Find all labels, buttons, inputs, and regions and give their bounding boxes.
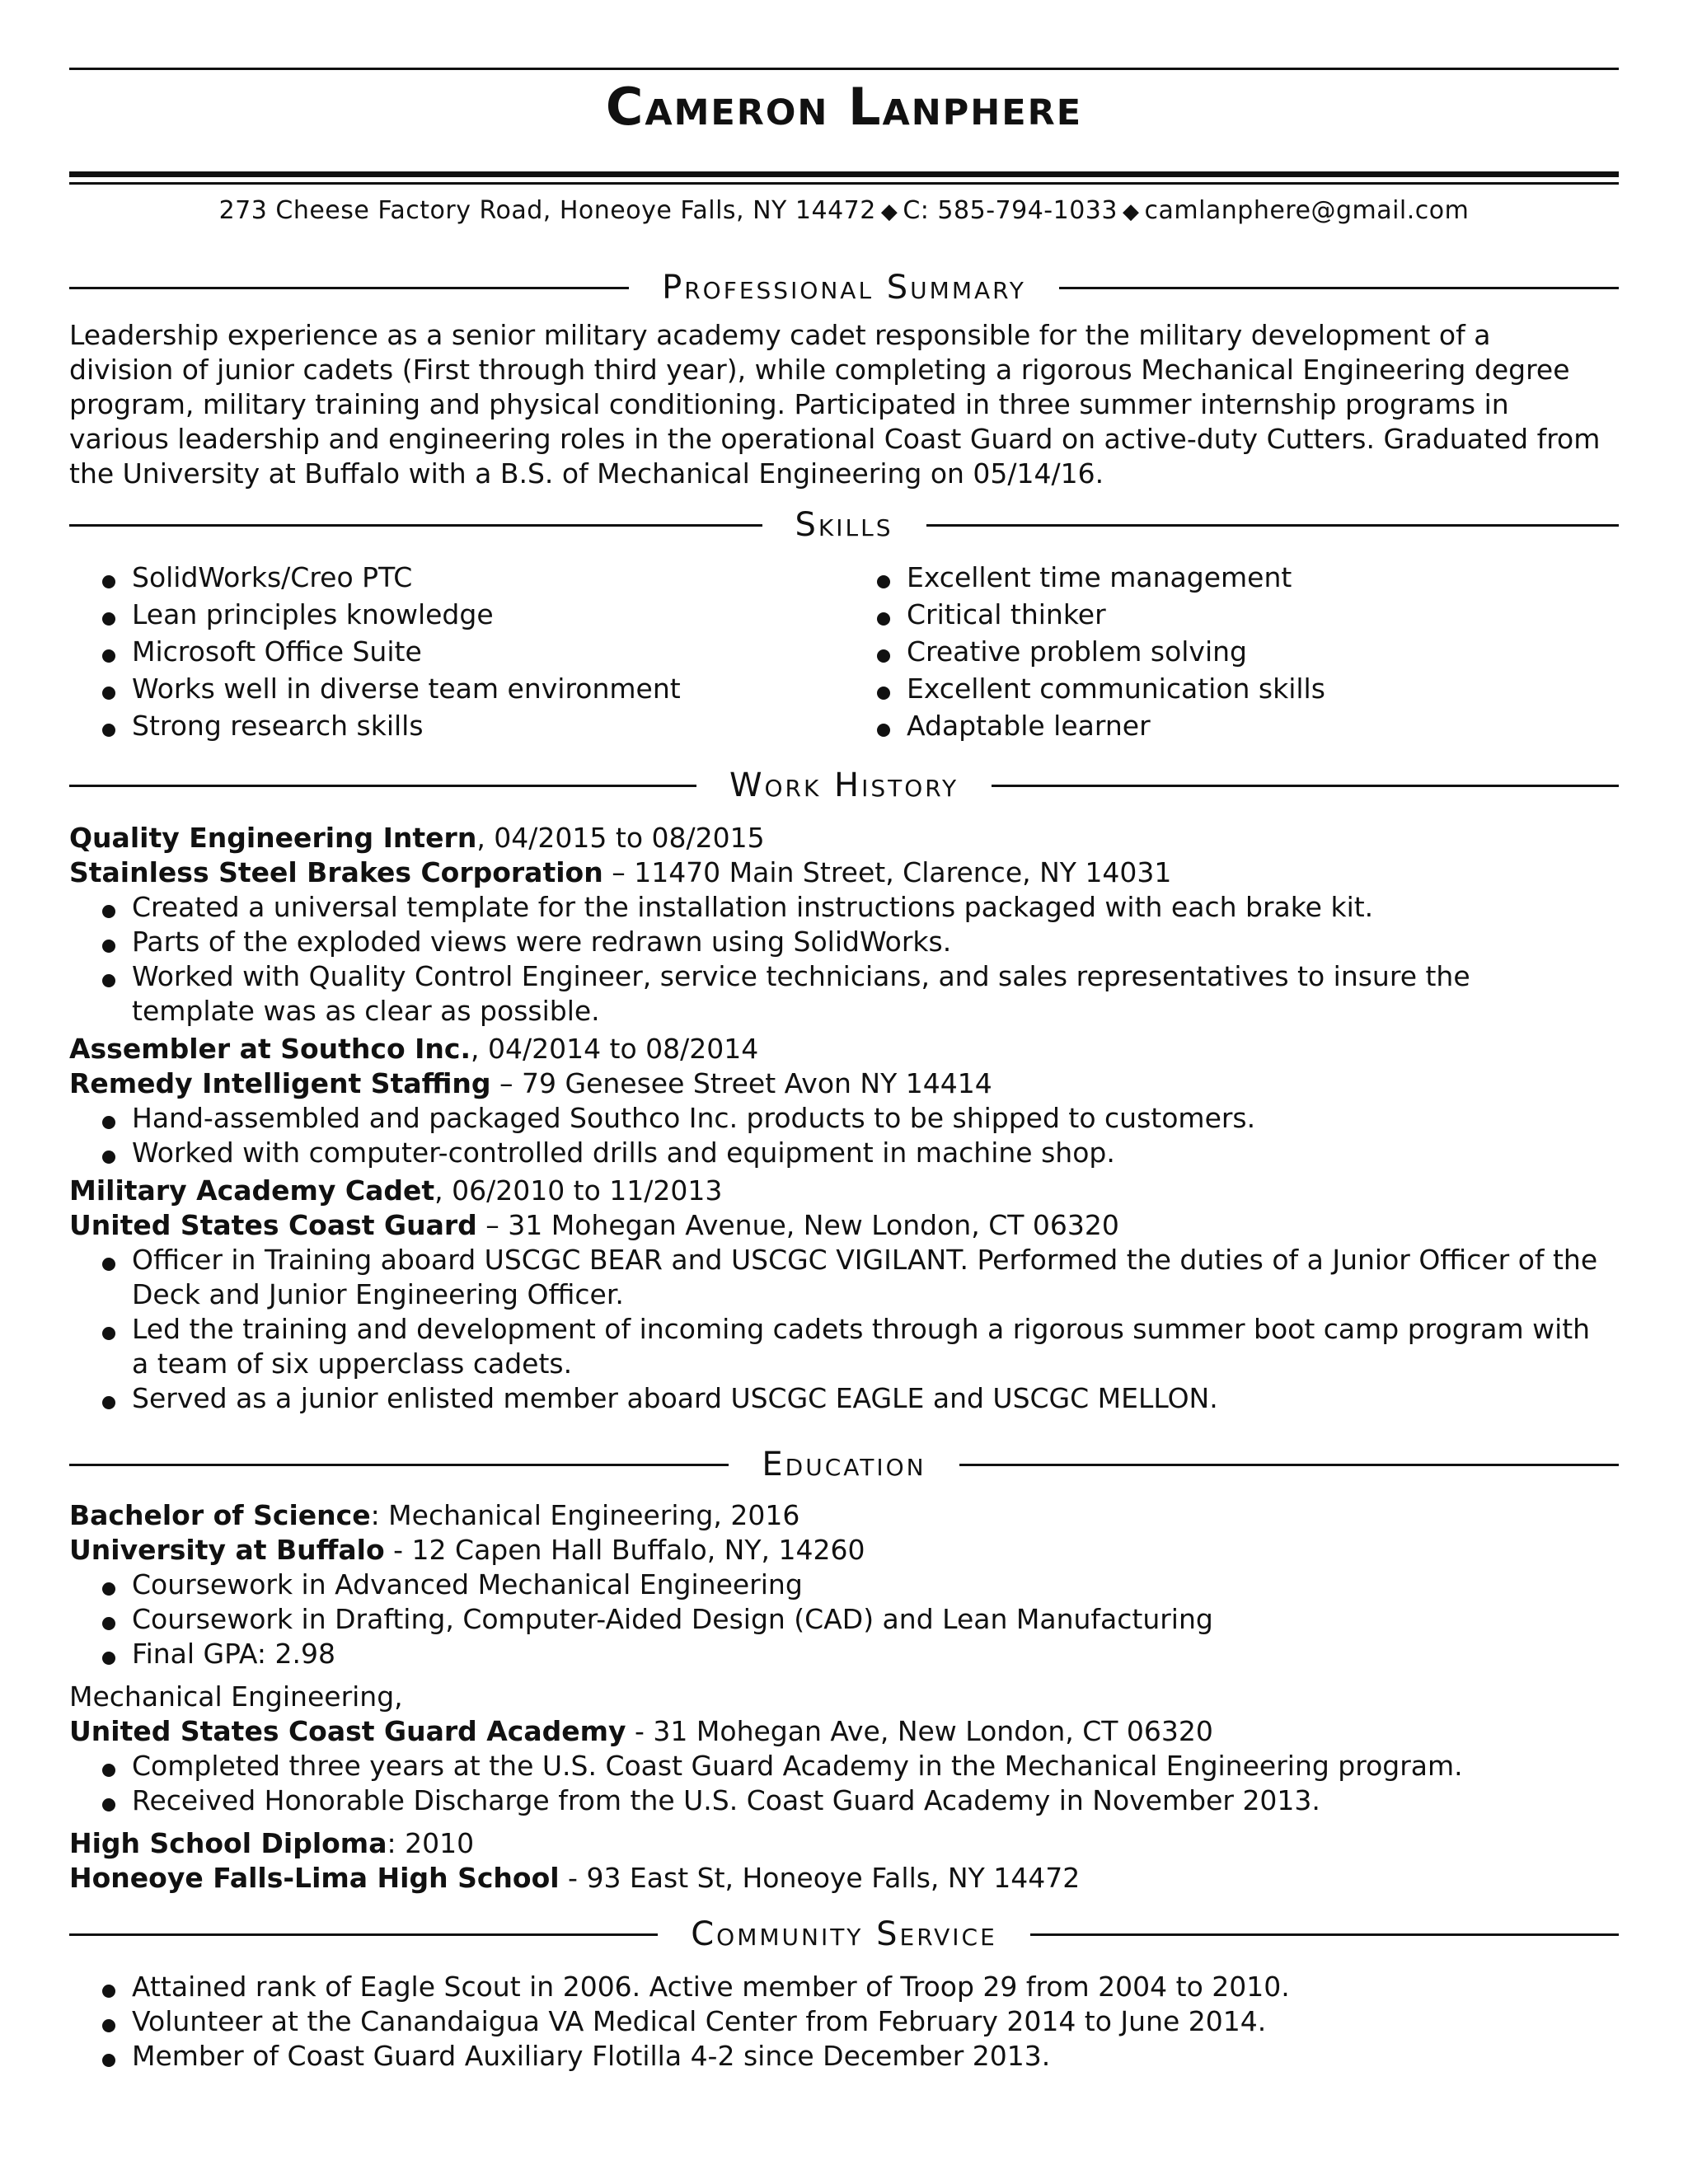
employer-line xyxy=(69,1208,1619,1243)
header-thick-rule xyxy=(69,171,1619,177)
header-thin-rule xyxy=(69,182,1619,185)
list-item: Final GPA: 2.98 xyxy=(69,1637,1599,1671)
list-item: Parts of the exploded views were redrawn using SolidWorks. xyxy=(69,925,1599,959)
skills-left-column xyxy=(69,559,681,744)
phone: C: 585-794-1033 xyxy=(903,196,1118,225)
employer-line xyxy=(69,855,1619,890)
job-title-line xyxy=(69,1174,1619,1208)
job-bullets xyxy=(69,1101,1619,1170)
employer-line xyxy=(69,1066,1619,1101)
degree-line xyxy=(69,1680,1619,1714)
section-heading-community xyxy=(69,1914,1619,1955)
list-item: Worked with Quality Control Engineer, service technicians, and sales representatives to insure the template was as clear as possible. xyxy=(69,959,1599,1029)
degree-name: Bachelor of Science xyxy=(69,1499,371,1531)
skill-item: Microsoft Office Suite xyxy=(69,633,681,670)
section-rule-left xyxy=(69,287,629,289)
school-location: - 12 Capen Hall Buffalo, NY, 14260 xyxy=(384,1534,865,1566)
community-list xyxy=(69,1970,1619,2074)
list-item: Completed three years at the U.S. Coast Guard Academy in the Mechanical Engineering program. xyxy=(69,1749,1599,1783)
job-bullets xyxy=(69,890,1619,1029)
community-block xyxy=(69,1970,1619,2074)
school-name: University at Buffalo xyxy=(69,1534,385,1566)
list-item: Attained rank of Eagle Scout in 2006. Active member of Troop 29 from 2004 to 2010. xyxy=(69,1970,1599,2004)
school-line xyxy=(69,1861,1619,1896)
top-rule xyxy=(69,68,1619,70)
school-line xyxy=(69,1533,1619,1568)
list-item: Officer in Training aboard USCGC BEAR and USCGC VIGILANT. Performed the duties of a Junior Officer of the Deck and Junior Engineering Officer. xyxy=(69,1243,1599,1312)
employer-location: – 79 Genesee Street Avon NY 14414 xyxy=(490,1067,992,1099)
section-heading-work xyxy=(69,765,1619,806)
skills-right-column xyxy=(844,559,1325,744)
section-title: Skills xyxy=(795,506,893,544)
list-item: Coursework in Drafting, Computer-Aided Design (CAD) and Lean Manufacturing xyxy=(69,1602,1599,1637)
skill-item: Excellent communication skills xyxy=(844,670,1325,707)
section-rule-right xyxy=(1030,1933,1619,1936)
list-item: Coursework in Advanced Mechanical Engineering xyxy=(69,1568,1599,1602)
school-line xyxy=(69,1714,1619,1749)
school-name: Honeoye Falls-Lima High School xyxy=(69,1862,560,1894)
degree-detail: Mechanical Engineering, xyxy=(69,1680,403,1713)
section-rule-right xyxy=(992,785,1619,787)
skill-item: Strong research skills xyxy=(69,707,681,744)
job-bullets xyxy=(69,1243,1619,1416)
education-block xyxy=(69,1498,1619,1896)
job-title: Assembler at Southco Inc. xyxy=(69,1033,471,1065)
section-rule-right xyxy=(959,1464,1619,1466)
skill-item: Works well in diverse team environment xyxy=(69,670,681,707)
section-title: Education xyxy=(762,1446,926,1483)
work-history-block xyxy=(69,821,1619,1419)
section-rule-left xyxy=(69,524,762,527)
list-item: Volunteer at the Canandaigua VA Medical Center from February 2014 to June 2014. xyxy=(69,2004,1599,2039)
degree-detail: : Mechanical Engineering, 2016 xyxy=(370,1499,800,1531)
degree-line xyxy=(69,1826,1619,1861)
summary-paragraph: Leadership experience as a senior military academy cadet responsible for the military development of a division of junior cadets (First through third year), while completing a rigorous Mechanical Engineering degree program, military training and physical conditioning. Participated in three summer internship programs in various leadership and engineering roles in the operational Coast Guard on active-duty Cutters. Graduated from the University at Buffalo with a B.S. of Mechanical Engineering on 05/14/16. xyxy=(69,319,1601,490)
section-title: Professional Summary xyxy=(662,269,1026,307)
list-item: Member of Coast Guard Auxiliary Flotilla 4-2 since December 2013. xyxy=(69,2039,1599,2074)
section-heading-summary xyxy=(69,267,1619,308)
list-item: Served as a junior enlisted member aboard USCGC EAGLE and USCGC MELLON. xyxy=(69,1381,1599,1416)
section-rule-right xyxy=(1059,287,1619,289)
section-title: Work History xyxy=(729,766,959,804)
job-title-line xyxy=(69,821,1619,855)
section-rule-left xyxy=(69,1933,658,1936)
list-item: Led the training and development of incoming cadets through a rigorous summer boot camp program with a team of six upperclass cadets. xyxy=(69,1312,1599,1381)
contact-line xyxy=(69,194,1619,228)
email: camlanphere@gmail.com xyxy=(1144,196,1470,225)
list-item: Worked with computer-controlled drills and equipment in machine shop. xyxy=(69,1136,1599,1170)
employer-location: – 31 Mohegan Avenue, New London, CT 06320 xyxy=(476,1209,1119,1241)
section-title: Community Service xyxy=(691,1915,997,1953)
school-name: United States Coast Guard Academy xyxy=(69,1715,626,1747)
education-bullets xyxy=(69,1749,1619,1818)
skill-item: Creative problem solving xyxy=(844,633,1325,670)
employer-location: – 11470 Main Street, Clarence, NY 14031 xyxy=(603,856,1172,888)
diamond-separator-icon: ◆ xyxy=(880,199,898,224)
section-rule-left xyxy=(69,785,696,787)
section-heading-education xyxy=(69,1444,1619,1485)
job-dates: , 06/2010 to 11/2013 xyxy=(434,1174,723,1207)
education-bullets xyxy=(69,1568,1619,1671)
school-location: - 93 East St, Honeoye Falls, NY 14472 xyxy=(559,1862,1081,1894)
skill-item: Adaptable learner xyxy=(844,707,1325,744)
school-location: - 31 Mohegan Ave, New London, CT 06320 xyxy=(626,1715,1213,1747)
list-item: Received Honorable Discharge from the U.S. Coast Guard Academy in November 2013. xyxy=(69,1783,1599,1818)
degree-line xyxy=(69,1498,1619,1533)
section-rule-right xyxy=(926,524,1620,527)
employer-name: Remedy Intelligent Staffing xyxy=(69,1067,491,1099)
degree-name: High School Diploma xyxy=(69,1827,387,1859)
skill-item: SolidWorks/Creo PTC xyxy=(69,559,681,596)
degree-detail: : 2010 xyxy=(387,1827,475,1859)
skill-item: Critical thinker xyxy=(844,596,1325,633)
job-title: Military Academy Cadet xyxy=(69,1174,435,1207)
list-item: Hand-assembled and packaged Southco Inc. products to be shipped to customers. xyxy=(69,1101,1599,1136)
section-rule-left xyxy=(69,1464,729,1466)
diamond-separator-icon: ◆ xyxy=(1122,199,1140,224)
address: 273 Cheese Factory Road, Honeoye Falls, NY 14472 xyxy=(218,196,876,225)
employer-name: United States Coast Guard xyxy=(69,1209,477,1241)
candidate-name: Cameron Lanphere xyxy=(605,77,1083,137)
job-title-line xyxy=(69,1032,1619,1066)
list-item: Created a universal template for the installation instructions packaged with each brake kit. xyxy=(69,890,1599,925)
job-title: Quality Engineering Intern xyxy=(69,822,477,854)
job-dates: , 04/2014 to 08/2014 xyxy=(471,1033,759,1065)
skill-item: Excellent time management xyxy=(844,559,1325,596)
section-heading-skills xyxy=(69,504,1619,546)
job-dates: , 04/2015 to 08/2015 xyxy=(476,822,765,854)
skill-item: Lean principles knowledge xyxy=(69,596,681,633)
employer-name: Stainless Steel Brakes Corporation xyxy=(69,856,603,888)
